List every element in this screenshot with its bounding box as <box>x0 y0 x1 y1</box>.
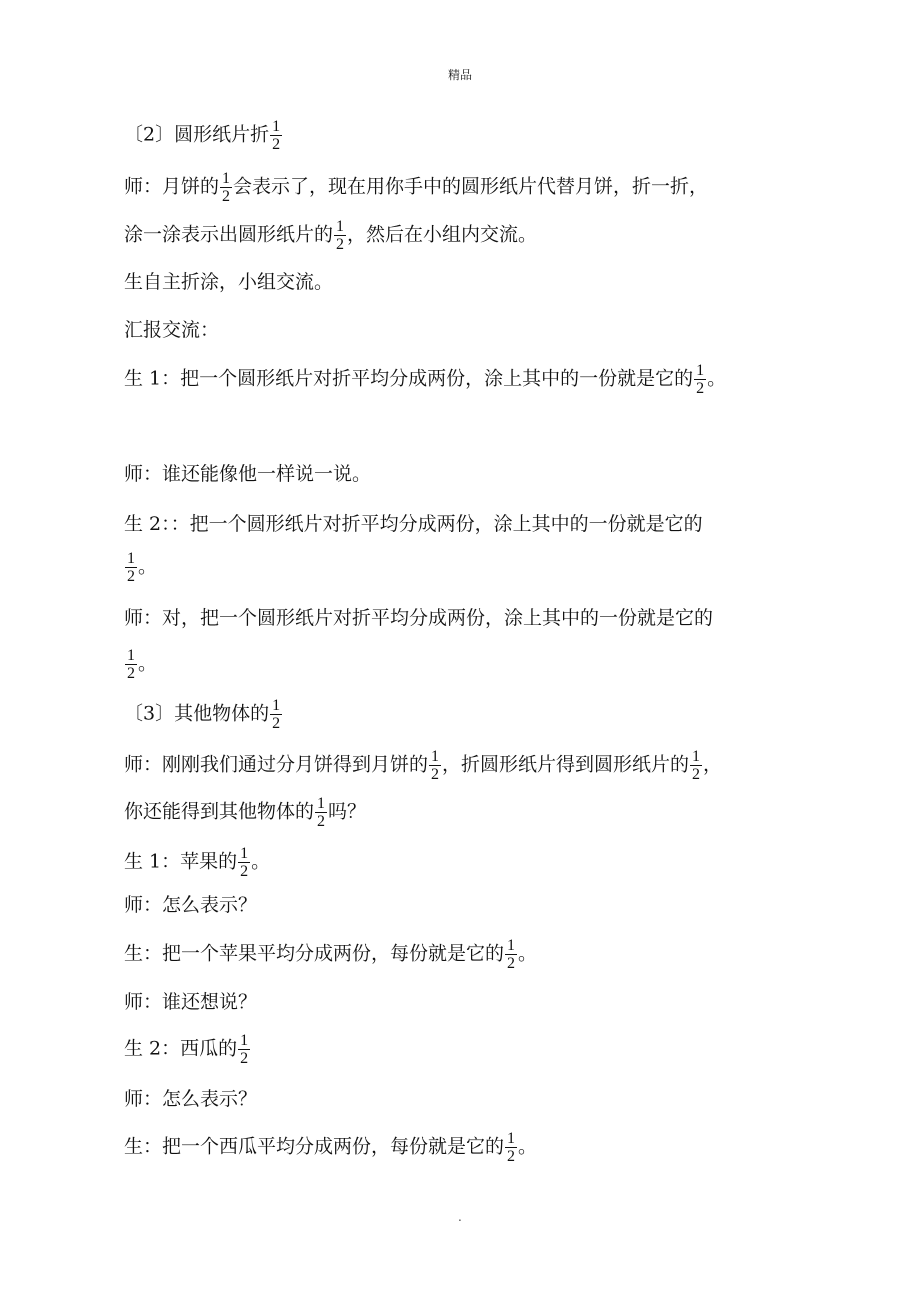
paragraph-line: $\frac{1}{2}$ 。 <box>127 647 158 682</box>
paragraph-line: 师：月饼的 $\frac{1}{2}$ 会表示了，现在用你手中的圆形纸片代替月饼，折一折， <box>124 170 709 205</box>
fraction-half: $\frac{1}{2}$ <box>127 550 135 585</box>
paragraph-line: 涂一涂表示出圆形纸片的 $\frac{1}{2}$ ，然后在小组内交流。 <box>124 218 538 253</box>
section-heading-3: 〔3〕其他物体的 $\frac{1}{2}$ <box>124 697 281 732</box>
paragraph-line: 汇报交流： <box>124 319 220 341</box>
section-heading-2: 〔2〕圆形纸片折 $\frac{1}{2}$ <box>124 118 281 153</box>
paragraph-line: 师：怎么表示？ <box>124 894 258 916</box>
fraction-half: $\frac{1}{2}$ <box>127 647 135 682</box>
paragraph-line: 生：把一个西瓜平均分成两份，每份就是它的 $\frac{1}{2}$ 。 <box>124 1130 538 1165</box>
fraction-half: $\frac{1}{2}$ <box>336 218 345 253</box>
fraction-half: $\frac{1}{2}$ <box>317 795 326 830</box>
page-footer: . <box>458 1210 462 1224</box>
paragraph-line: 师：刚刚我们通过分月饼得到月饼的 $\frac{1}{2}$ ，折圆形纸片得到圆形纸片的 $\frac{1}{2}$ ， <box>124 748 723 783</box>
fraction-half: $\frac{1}{2}$ <box>272 697 281 732</box>
paragraph-line: 师：怎么表示？ <box>124 1088 258 1110</box>
page-header: 精品 <box>447 68 472 82</box>
fraction-half: $\frac{1}{2}$ <box>507 1130 516 1165</box>
fraction-half: $\frac{1}{2}$ <box>431 748 440 783</box>
fraction-half: $\frac{1}{2}$ <box>272 118 281 153</box>
fraction-half: $\frac{1}{2}$ <box>240 1032 249 1067</box>
paragraph-line: 生自主折涂，小组交流。 <box>124 271 334 293</box>
paragraph-line: 生 1：把一个圆形纸片对折平均分成两份，涂上其中的一份就是它的 $\frac{1}{2}$ 。 <box>124 362 727 397</box>
fraction-half: $\frac{1}{2}$ <box>240 845 249 880</box>
paragraph-line: 生 1：苹果的 $\frac{1}{2}$ 。 <box>124 845 271 880</box>
paragraph-line: 师：谁还能像他一样说一说。 <box>124 463 372 485</box>
paragraph-line: 生 2：：把一个圆形纸片对折平均分成两份，涂上其中的一份就是它的 <box>124 513 703 535</box>
paragraph-line: 师：对，把一个圆形纸片对折平均分成两份，涂上其中的一份就是它的 <box>124 607 714 629</box>
fraction-half: $\frac{1}{2}$ <box>696 362 705 397</box>
fraction-half: $\frac{1}{2}$ <box>222 170 231 205</box>
fraction-half: $\frac{1}{2}$ <box>692 748 701 783</box>
fraction-half: $\frac{1}{2}$ <box>507 937 516 972</box>
paragraph-line: $\frac{1}{2}$ 。 <box>127 550 158 585</box>
paragraph-line: 生 2：西瓜的 $\frac{1}{2}$ <box>124 1032 249 1067</box>
paragraph-line: 你还能得到其他物体的 $\frac{1}{2}$ 吗？ <box>124 795 367 830</box>
paragraph-line: 师：谁还想说？ <box>124 991 258 1013</box>
paragraph-line: 生：把一个苹果平均分成两份，每份就是它的 $\frac{1}{2}$ 。 <box>124 937 538 972</box>
